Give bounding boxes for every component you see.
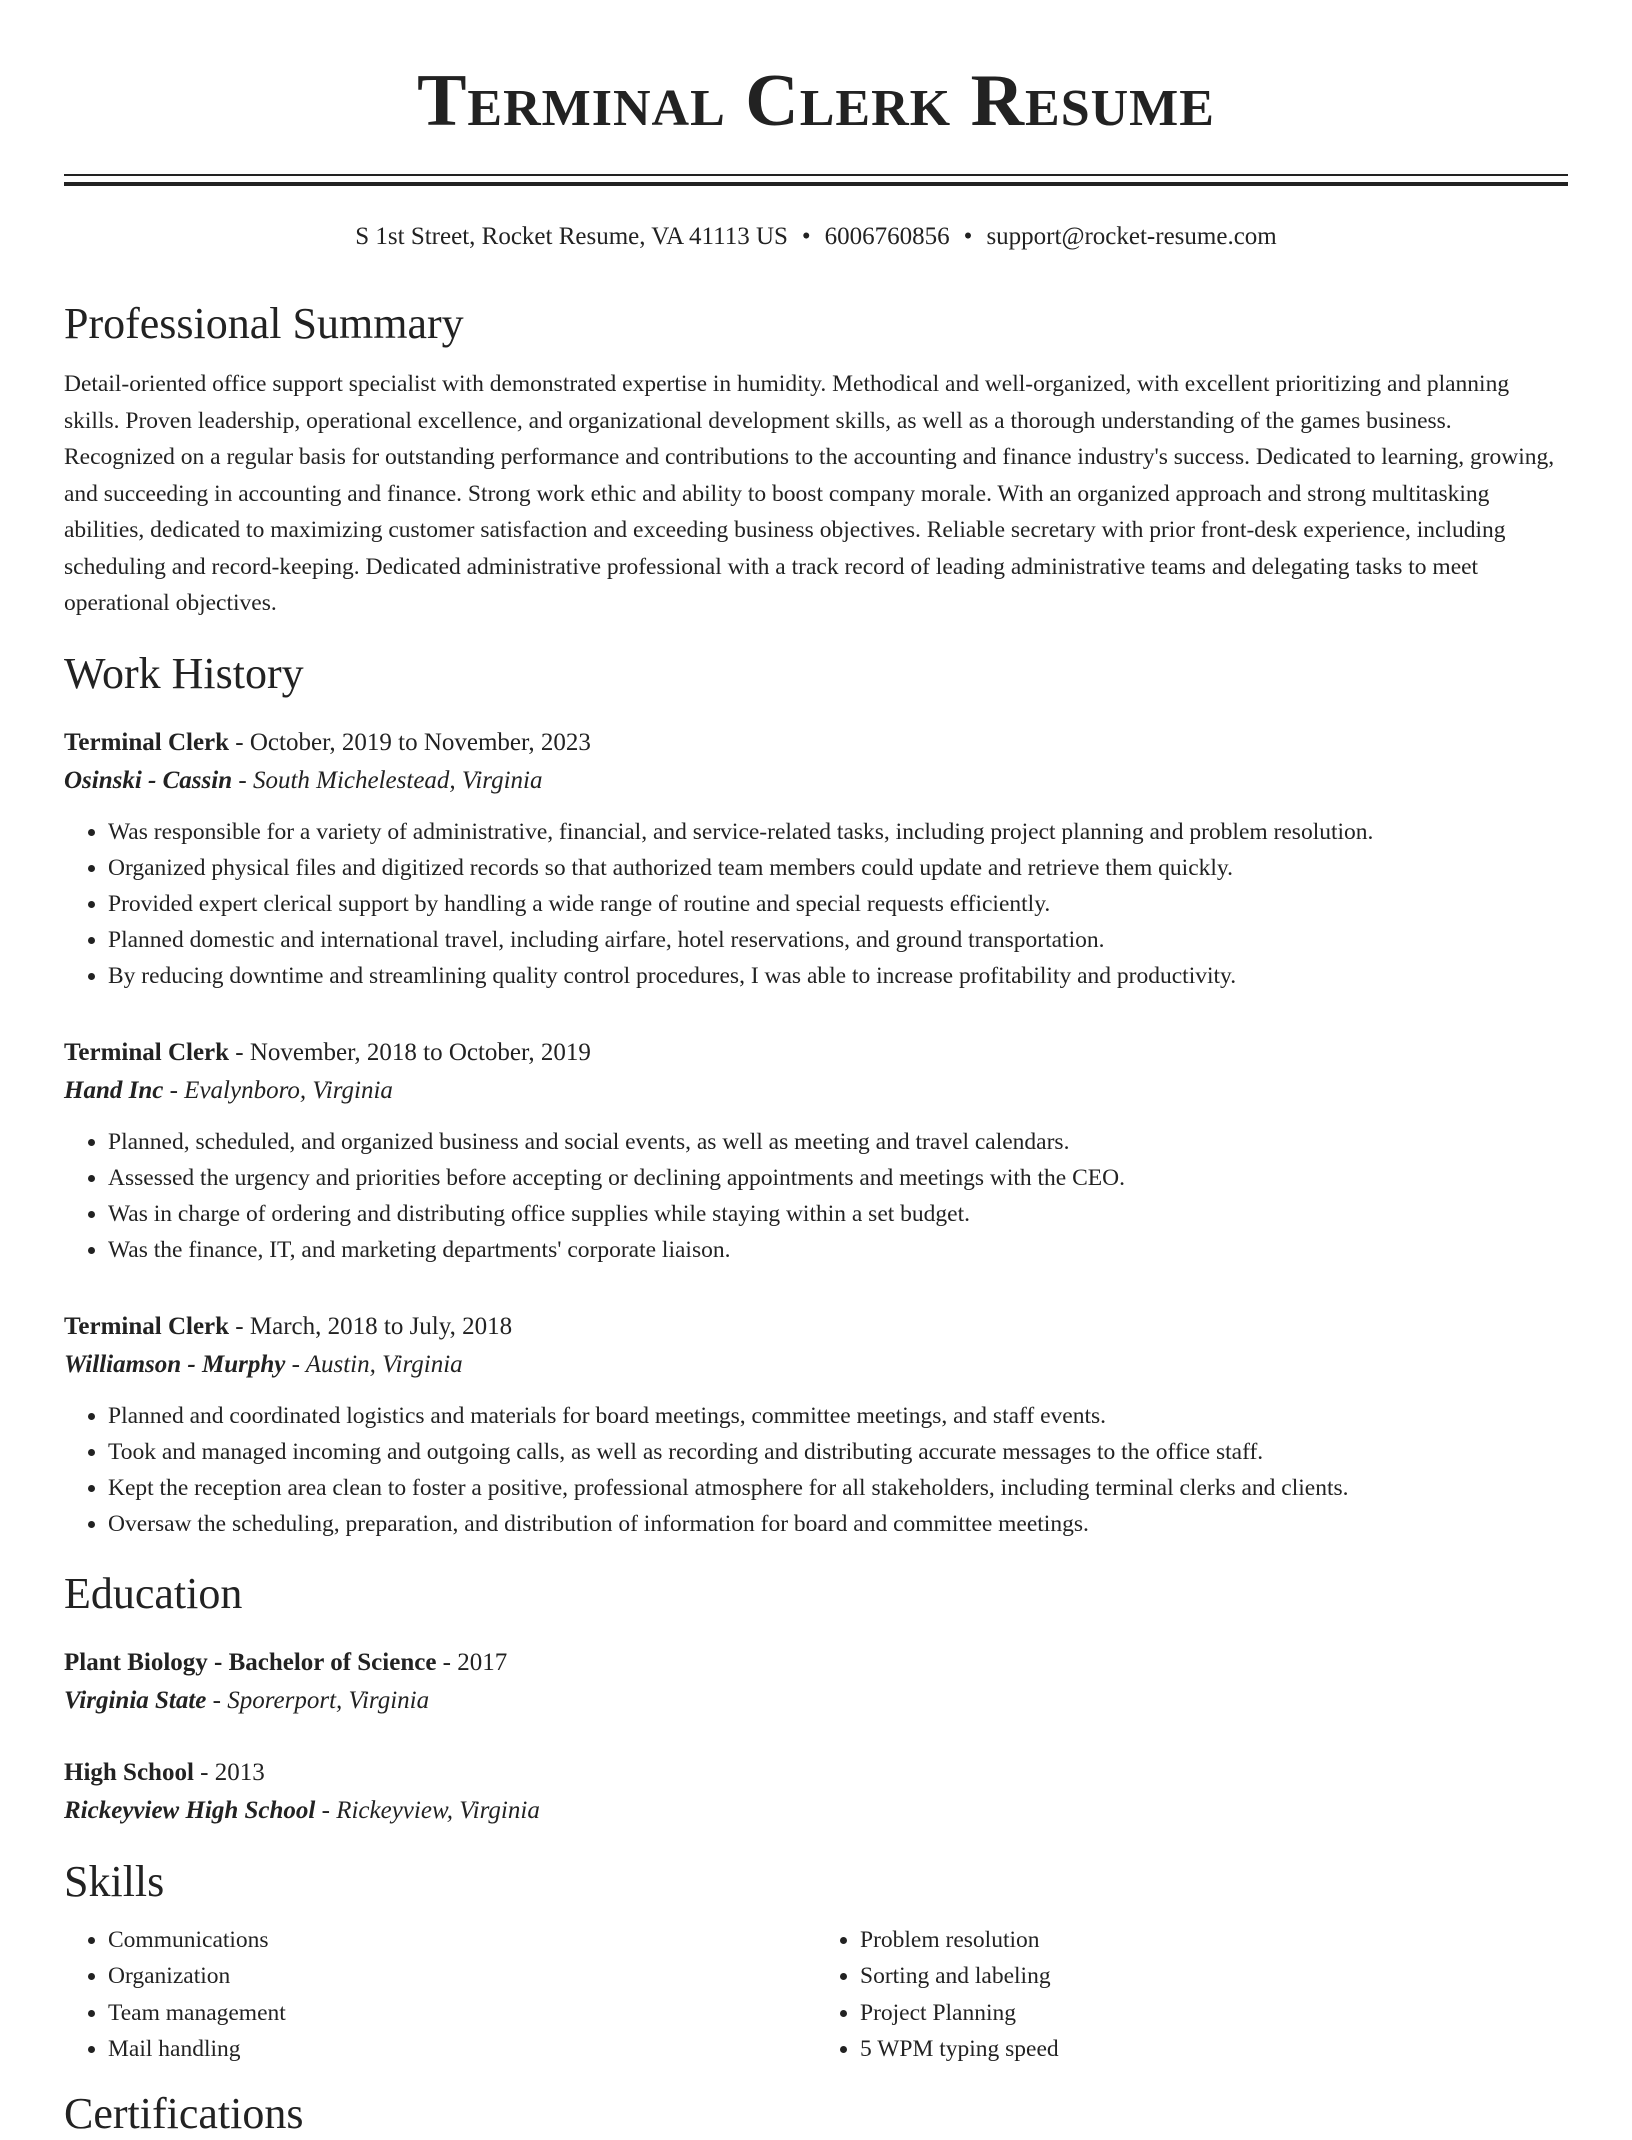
education-degree-line bbox=[64, 1754, 1568, 1792]
job-entry bbox=[64, 1308, 1568, 1542]
education-degree: Plant Biology - Bachelor of Science bbox=[64, 1648, 437, 1676]
contact-phone: 6006760856 bbox=[824, 223, 950, 250]
job-duty: • Provided expert clerical support by handling a wide range of routine and special requests efficiently. bbox=[108, 886, 1568, 922]
education-school: Virginia State bbox=[64, 1686, 207, 1714]
education-year: - 2017 bbox=[436, 1648, 508, 1676]
contact-separator: • bbox=[963, 223, 973, 250]
contact-email[interactable]: support@rocket-resume.com bbox=[986, 223, 1277, 250]
job-location: - Evalynboro, Virginia bbox=[163, 1076, 393, 1104]
job-duties bbox=[64, 1124, 1568, 1268]
job-entry bbox=[64, 1034, 1568, 1268]
education-degree-line bbox=[64, 1644, 1568, 1682]
job-duty: • Was the finance, IT, and marketing departments' corporate liaison. bbox=[108, 1232, 1568, 1268]
section-heading-certifications: Certifications bbox=[64, 2088, 304, 2138]
job-duties bbox=[64, 1398, 1568, 1542]
resume-title: Terminal Clerk Resume bbox=[417, 60, 1215, 142]
contact-address: S 1st Street, Rocket Resume, VA 41113 US bbox=[355, 223, 788, 250]
section-heading-education: Education bbox=[64, 1568, 243, 1618]
job-entry bbox=[64, 724, 1568, 994]
title-divider-thick bbox=[64, 182, 1568, 186]
education-year: - 2013 bbox=[193, 1758, 265, 1786]
education-location: - Sporerport, Virginia bbox=[206, 1686, 430, 1714]
job-title-line bbox=[64, 1308, 1568, 1346]
job-title-line bbox=[64, 1034, 1568, 1072]
education-entry bbox=[64, 1644, 1568, 1720]
job-duty: • Oversaw the scheduling, preparation, and distribution of information for board and committee meetings. bbox=[108, 1506, 1568, 1542]
education-school-line bbox=[64, 1682, 1568, 1720]
job-location: - South Michelestead, Virginia bbox=[232, 766, 543, 794]
skills-column-left bbox=[64, 1922, 816, 2068]
summary-text: Detail-oriented office support specialist with demonstrated expertise in humidity. Methodical and well-organized, with excellent prioritizing and planning skills. Proven leadership, operational excellence, and organizational development skills, as well as a thorough understanding of the games business. Recognized on a regular basis for outstanding performance and contributions to the accounting and finance industry's success. Dedicated to learning, growing, and succeeding in accounting and finance. Strong work ethic and ability to boost company morale. With an organized approach and strong multitasking abilities, dedicated to maximizing customer satisfaction and exceeding business objectives. Reliable secretary with prior front-desk experience, including scheduling and record-keeping. Dedicated administrative professional with a track record of leading administrative teams and delegating tasks to meet operational objectives. bbox=[64, 371, 1555, 616]
job-duties bbox=[64, 814, 1568, 994]
job-dates: - October, 2019 to November, 2023 bbox=[229, 728, 591, 756]
education-entry bbox=[64, 1754, 1568, 1830]
section-heading-summary: Professional Summary bbox=[64, 299, 464, 348]
job-company-line bbox=[64, 1072, 1568, 1110]
skill-item: • 5 WPM typing speed bbox=[860, 2031, 1568, 2068]
job-duty: • Was responsible for a variety of administrative, financial, and service-related tasks, including project planning and problem resolution. bbox=[108, 814, 1568, 850]
education-degree: High School bbox=[64, 1758, 194, 1786]
skill-item: • Organization bbox=[108, 1958, 816, 1995]
skill-item: • Communications bbox=[108, 1922, 816, 1959]
education-location: - Rickeyview, Virginia bbox=[315, 1796, 540, 1824]
skill-item: • Sorting and labeling bbox=[860, 1958, 1568, 1995]
job-location: - Austin, Virginia bbox=[285, 1350, 463, 1378]
skill-item: • Problem resolution bbox=[860, 1922, 1568, 1959]
job-duty: • Assessed the urgency and priorities before accepting or declining appointments and meetings with the CEO. bbox=[108, 1160, 1568, 1196]
job-duty: • Planned and coordinated logistics and materials for board meetings, committee meetings, and staff events. bbox=[108, 1398, 1568, 1434]
job-dates: - March, 2018 to July, 2018 bbox=[229, 1312, 513, 1340]
job-duty: • Kept the reception area clean to foster a positive, professional atmosphere for all stakeholders, including terminal clerks and clients. bbox=[108, 1470, 1568, 1506]
section-heading-work-history: Work History bbox=[64, 648, 304, 698]
job-duty: • Planned, scheduled, and organized business and social events, as well as meeting and travel calendars. bbox=[108, 1124, 1568, 1160]
education-school: Rickeyview High School bbox=[64, 1796, 316, 1824]
skill-item: • Project Planning bbox=[860, 1995, 1568, 2032]
job-duty: • Was in charge of ordering and distributing office supplies while staying within a set budget. bbox=[108, 1196, 1568, 1232]
skills-list bbox=[64, 1922, 1568, 2068]
job-company: Williamson - Murphy bbox=[64, 1350, 286, 1378]
job-duty: • Planned domestic and international travel, including airfare, hotel reservations, and ground transportation. bbox=[108, 922, 1568, 958]
job-company-line bbox=[64, 1346, 1568, 1384]
contact-separator: • bbox=[801, 223, 811, 250]
skill-item: • Team management bbox=[108, 1995, 816, 2032]
job-duty: • Organized physical files and digitized records so that authorized team members could update and retrieve them quickly. bbox=[108, 850, 1568, 886]
job-title: Terminal Clerk bbox=[64, 1038, 230, 1066]
job-company-line bbox=[64, 762, 1568, 800]
skills-column-right bbox=[816, 1922, 1568, 2068]
job-title: Terminal Clerk bbox=[64, 1312, 230, 1340]
job-title-line bbox=[64, 724, 1568, 762]
job-duty: • Took and managed incoming and outgoing calls, as well as recording and distributing accurate messages to the office staff. bbox=[108, 1434, 1568, 1470]
job-title: Terminal Clerk bbox=[64, 728, 230, 756]
education-school-line bbox=[64, 1792, 1568, 1830]
section-heading-skills: Skills bbox=[64, 1856, 165, 1906]
job-company: Osinski - Cassin bbox=[64, 766, 233, 794]
contact-line bbox=[64, 222, 1568, 252]
skill-item: • Mail handling bbox=[108, 2031, 816, 2068]
job-company: Hand Inc bbox=[64, 1076, 164, 1104]
job-duty: • By reducing downtime and streamlining quality control procedures, I was able to increase profitability and productivity. bbox=[108, 958, 1568, 994]
job-dates: - November, 2018 to October, 2019 bbox=[229, 1038, 591, 1066]
title-divider-thin bbox=[64, 174, 1568, 176]
